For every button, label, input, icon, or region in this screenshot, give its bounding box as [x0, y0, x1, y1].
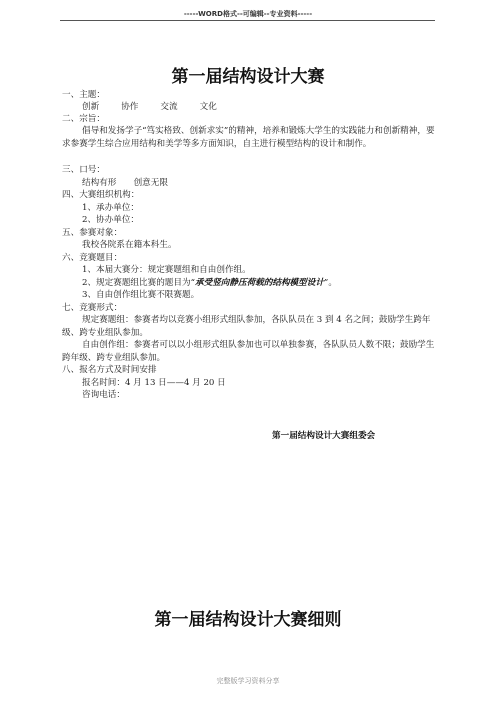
topic-item-2-suffix: ”。 — [323, 278, 337, 288]
participants-text: 我校各院系在籍本科生。 — [82, 240, 177, 250]
form-paragraph-1: 规定赛题组：参赛者均以竞赛小组形式组队参加，各队队员在 3 到 4 名之间；鼓励学生跨年级、跨专业组队参加。 — [62, 315, 431, 338]
topic-title-highlight: 承受竖向静压荷载的结构模型设计 — [195, 278, 324, 288]
form-paragraph-2: 自由创作组：参赛者可以以小组形式组队参加也可以单独参赛，各队队员人数不限；鼓励学生跨年级、跨专业组队参加。 — [62, 340, 435, 363]
committee-signature: 第一届结构设计大赛组委会 — [272, 431, 376, 441]
organizer-item: 1、承办单位： — [82, 203, 140, 213]
topic-item-2-prefix: 2、规定赛题组比赛的题目为“ — [82, 278, 195, 288]
section-6-heading: 六、竞赛题目： — [62, 253, 123, 263]
document-title: 第一届结构设计大赛 — [171, 67, 325, 87]
co-organizer-item: 2、协办单位： — [82, 215, 140, 225]
header-rule — [60, 20, 435, 21]
section-2-heading: 二、宗旨： — [62, 114, 105, 124]
topic-item-1: 1、本届大赛分：规定赛题组和自由创作组。 — [82, 265, 251, 275]
section-1-heading: 一、主题： — [62, 90, 105, 100]
section-3-heading: 三、口号： — [62, 165, 105, 175]
slogan-text: 结构有形 创意无限 — [82, 178, 168, 188]
topic-item-2 — [82, 277, 337, 289]
contact-phone: 咨询电话： — [82, 390, 125, 400]
rules-title: 第一届结构设计大赛细则 — [154, 610, 342, 630]
page-footer: 完整版学习资料分享 — [216, 677, 280, 685]
topic-item-3: 3、自由创作组比赛不限赛题。 — [82, 290, 200, 300]
section-5-heading: 五、参赛对象： — [62, 228, 123, 238]
registration-time: 报名时间：4 月 13 日——4 月 20 日 — [82, 378, 226, 388]
theme-list — [82, 101, 217, 113]
theme-item: 交流 — [160, 102, 178, 112]
theme-item: 文化 — [199, 102, 217, 112]
theme-item: 协作 — [121, 102, 139, 112]
theme-item: 创新 — [82, 102, 100, 112]
page-header: -----WORD格式--可编辑--专业资料----- — [183, 10, 313, 18]
section-4-heading: 四、大赛组织机构： — [62, 190, 140, 200]
section-7-heading: 七、竞赛形式： — [62, 303, 123, 313]
purpose-paragraph: 倡导和发扬学子“笃实格致、创新求实”的精神，培养和锻炼大学生的实践能力和创新精神，要求参赛学生综合应用结构和美学等多方面知识，自主进行模型结构的设计和制作。 — [62, 126, 435, 149]
section-8-heading: 八、报名方式及时间安排 — [62, 365, 157, 375]
